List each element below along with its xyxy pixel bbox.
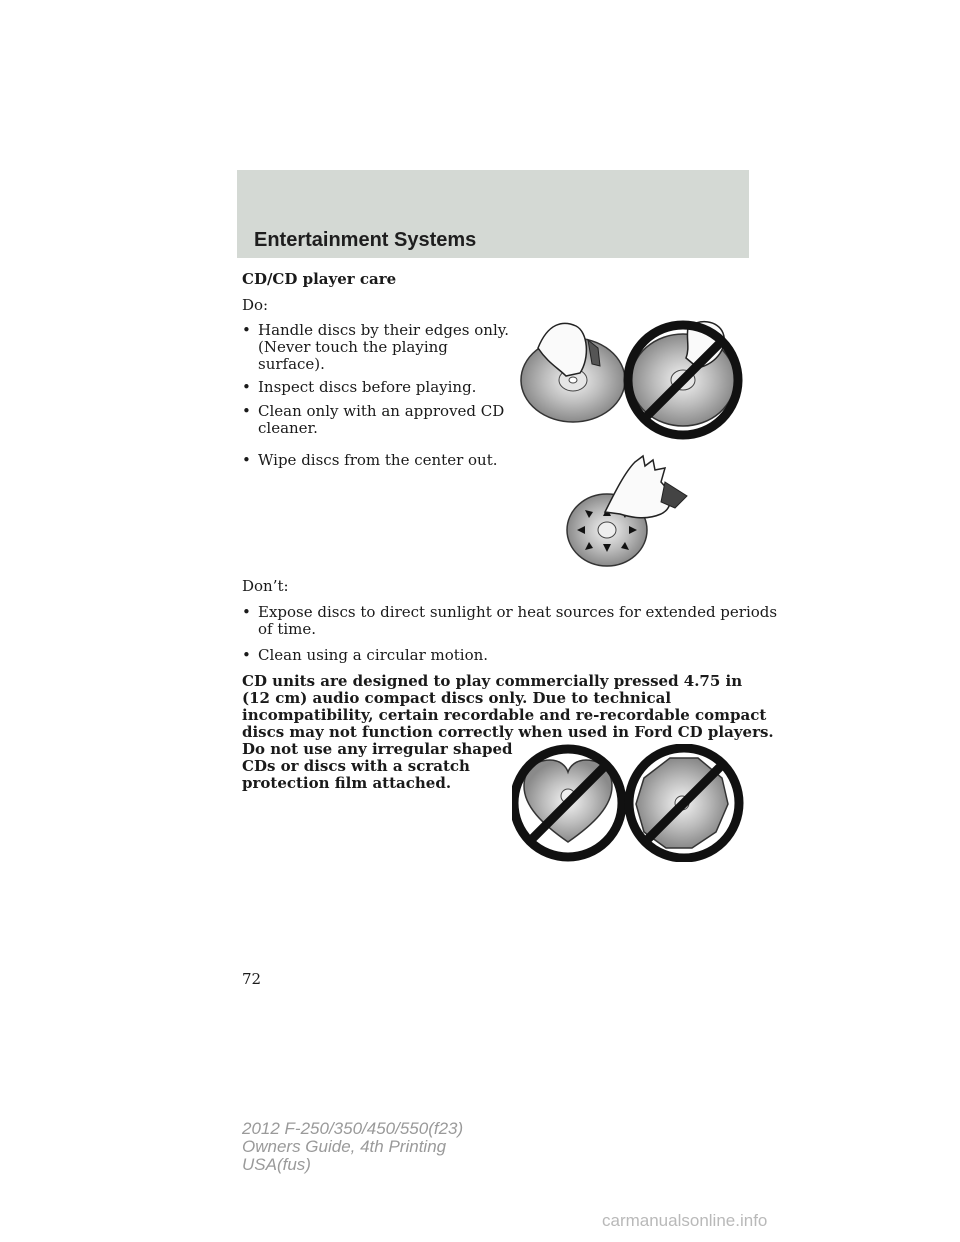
- octagon-shaped-disc-prohibited-icon: [629, 748, 739, 858]
- dont-item-sunlight: • Expose discs to direct sunlight or heat sources for extended periods of time.: [242, 603, 778, 638]
- section-header-band: [237, 170, 749, 258]
- bullet-icon: •: [242, 646, 251, 664]
- bullet-icon: •: [242, 402, 251, 420]
- footer-line-2: Owners Guide, 4th Printing: [242, 1137, 447, 1156]
- heart-shaped-disc-prohibited-icon: [514, 749, 622, 857]
- footer-line-3: USA(fus): [242, 1155, 311, 1174]
- do-item-wipe: • Wipe discs from the center out.: [242, 451, 498, 469]
- document-footer: [242, 1120, 463, 1174]
- dont-item-circular: • Clean using a circular motion.: [242, 646, 489, 664]
- bullet-icon: •: [242, 378, 251, 396]
- section-header-title: Entertainment Systems: [254, 229, 477, 251]
- do-item-inspect: • Inspect discs before playing.: [242, 378, 477, 396]
- do-item-clean: • Clean only with an approved CD cleaner.: [242, 402, 505, 437]
- watermark: carmanualsonline.info: [602, 1211, 768, 1230]
- irregular-disc-illustration: [512, 744, 746, 862]
- hand-with-cloth-icon: [605, 456, 670, 518]
- disc-wipe-illustration: [565, 452, 705, 572]
- footer-line-1: 2012 F-250/350/450/550(f23): [242, 1119, 464, 1138]
- bullet-icon: •: [242, 603, 251, 621]
- bullet-icon: •: [242, 451, 251, 469]
- do-item-handle-edges: • Handle discs by their edges only. (Never touch the playing surface).: [242, 321, 510, 373]
- disc-touched-surface-prohibited-icon: [628, 322, 738, 435]
- section-title: CD/CD player care: [242, 270, 397, 288]
- cd-compatibility-warning: CD units are designed to play commercially pressed 4.75 in (12 cm) audio compact discs only. Due to technical incompatibility, certain recordable and re-recordable compact discs may not function correctly when used in Ford CD players.: [242, 672, 774, 741]
- page-number: 72: [242, 970, 262, 988]
- dont-label: Don’t:: [242, 577, 289, 595]
- disc-held-by-edge-icon: [521, 323, 625, 422]
- do-label: Do:: [242, 296, 269, 314]
- disc-handling-illustration: [518, 318, 750, 440]
- irregular-disc-warning: Do not use any irregular shaped CDs or discs with a scratch protection film attached.: [242, 740, 513, 792]
- bullet-icon: •: [242, 321, 251, 339]
